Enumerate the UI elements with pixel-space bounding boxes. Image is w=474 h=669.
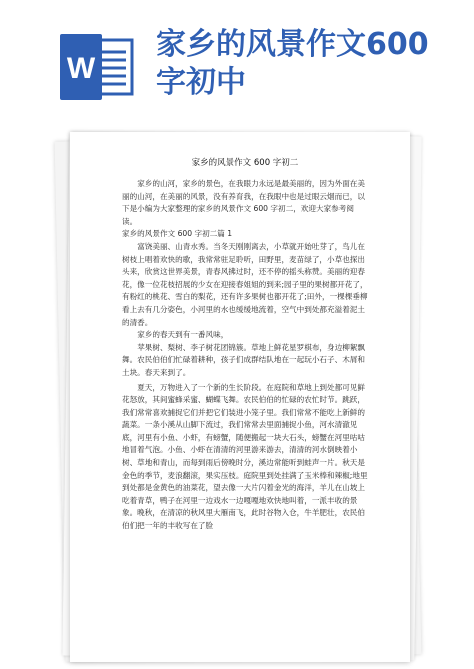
- paragraph-summer-autumn: 夏天，万物进入了一个新的生长阶段。在庭院和草地上到处都可见鲜花怒放，其间蜜蜂采蜜、蝴蝶飞舞。农民伯伯的忙碌的农忙时节。跳跃，我们常常喜欢捕捉它们并把它们装进小笼子里。我们常常不能吃上新鲜的蔬菜。一条小溪从山脚下流过，我们常常去里面捕捉小鱼，河水清澈见底，河里有小鱼、小虾，有螃蟹，随便搬起一块大石头，螃蟹在河里咕咕地冒着气泡。小鱼、小虾在清清的河里游来游去，清清的河水倒映着小树、草地和青山，而每到雨后傍晚时分，溪边常能听到蛙声一片。秋天是金色的季节，麦浪翻滚，果实压枝。庭院里到处挂满了玉米棒和辣椒;地里到处都是金黄色的油菜花，望去像一大片闪着金光的海洋，羊儿在山坡上吃着青草，鸭子在河里一边戏水一边嘎嘎地欢快地叫着，一派丰收的景象。晚秋，在清凉的秋风里大雁南飞，此时谷物入仓，牛羊肥壮，农民伯伯们把一年的丰收写在了脸: [122, 382, 368, 531]
- section-heading: 家乡的风景作文 600 字初二篇 1: [122, 229, 233, 239]
- paragraph-intro: 家乡的山河，家乡的景色，在我眼力永远是最美丽的，因为外面在美丽的山河，在美丽的风景，没有养育我，在我眼中也是过眼云烟而已，以下是小编为大家整理的家乡的风景作文 600 字初二，欢迎大家参考阅读。: [122, 179, 365, 226]
- document-preview: [70, 132, 410, 662]
- word-icon-letter: W: [66, 52, 96, 85]
- document-title: 家乡的风景作文 600 字初二: [191, 158, 299, 168]
- header: [0, 0, 474, 128]
- paragraph-spring-trees: 苹果树、梨树、李子树花团锦簇。草地上鲜花星罗棋布，身边柳絮飘舞。农民伯伯们忙碌着耕种，孩子们成群结队地在一起玩小石子、木屑和土块。春天来到了。: [122, 342, 365, 377]
- document-body: [122, 156, 368, 533]
- paragraph-spring-flavor: 家乡的春天到有一番风味，: [137, 330, 229, 340]
- page-title: 家乡的风景作文600字初中: [156, 27, 429, 100]
- paragraph-spring: 富饶美丽、山青水秀。当冬天刚刚离去，小草就开始吐芽了，鸟儿在树枝上唱着欢快的歌，我常常驻足聆听，田野里，麦苗绿了，小草也探出头来，欣赏这世界美景，青春风拂过时，还不停的摇头称赞。美丽的迎春花，像一位花枝招展的少女在迎接春姐姐的到来;园子里的果树都开花了，有粉红的桃花、雪白的梨花，还有许多果树也都开花了;田外，一棵棵垂柳看上去有几分姿色，小河里的水也缓缓地流着，空气中到处都充溢着泥土的清香。: [122, 241, 368, 327]
- word-icon: [58, 34, 136, 100]
